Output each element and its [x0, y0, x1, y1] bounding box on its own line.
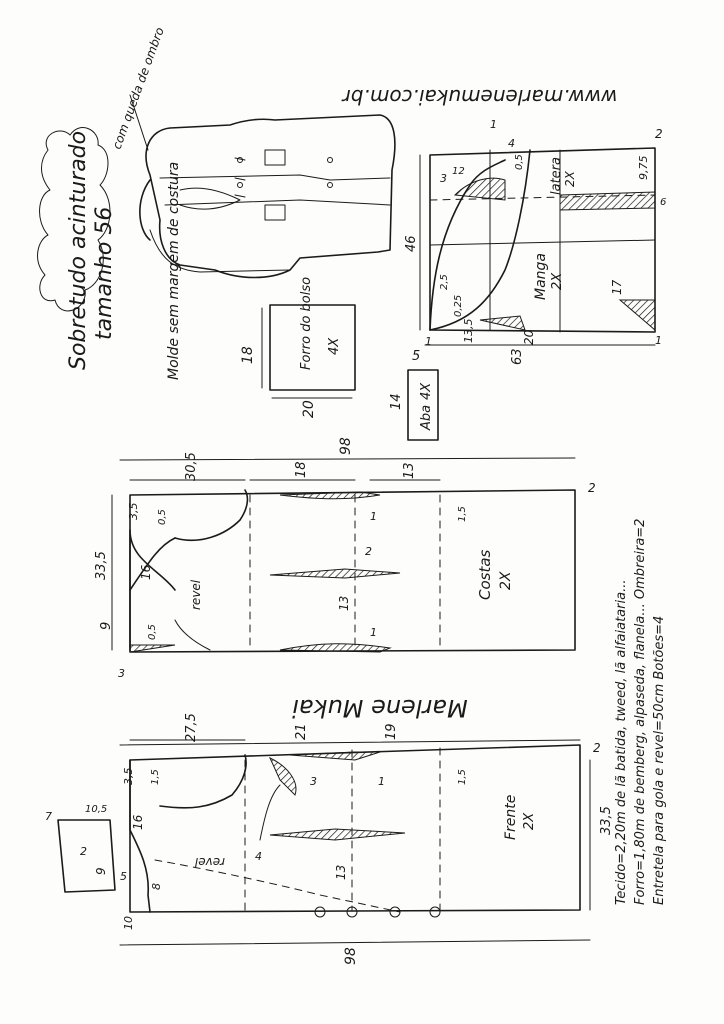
sleeve-c10: 1 [655, 334, 662, 347]
front-f7: 13 [334, 864, 348, 880]
back-piece [94, 437, 596, 680]
front-width: 98 [343, 947, 359, 965]
sleeve-c8: 2 [655, 127, 663, 141]
front-f8: 8 [150, 883, 163, 890]
materials-line2: Forro=1,80m de bemberg, alpaseda, flanela... Ombreira=2 [633, 518, 648, 905]
flap-piece [389, 349, 438, 440]
back-c: 1,5 [457, 506, 468, 522]
sleeve-c2: 0,25 [453, 294, 464, 317]
sleeve-c5: 12 [452, 166, 465, 177]
sleeve-top: 9,75 [637, 155, 650, 180]
back-revel: revel [189, 579, 203, 610]
front-lapel: 10 [122, 916, 135, 930]
front-f1: 1,5 [150, 769, 161, 785]
front-label: Frente [503, 794, 519, 840]
back-shoulder: 30,5 [184, 452, 199, 481]
pocket-lining-h: 18 [240, 346, 256, 364]
front-length: 33,5 [599, 806, 614, 835]
front-f2: 1,5 [457, 769, 468, 785]
front-qty: 2X [522, 812, 537, 830]
sleeve-c7: 0,5 [514, 154, 525, 170]
title-line1: Sobretudo acinturado [66, 130, 91, 370]
back-a2: 0,5 [147, 624, 158, 640]
pocket-lining-w: 20 [301, 400, 317, 418]
materials-line1: Tecido=2,20m de lã batida, tweed, lã alfaiataria... [614, 579, 629, 905]
sleeve-c3: 2,5 [439, 274, 450, 290]
sleeve-side-label: latera [549, 157, 564, 195]
sleeve-width: 46 [404, 235, 419, 252]
back-shoulder-slope: 16 [139, 564, 153, 580]
front-hip: 19 [384, 723, 399, 740]
back-neck: 9 [99, 621, 114, 630]
front-revel: revel [194, 855, 225, 869]
pocket-lining-qty: 4X [327, 337, 342, 355]
front-collar: 9 [94, 867, 108, 875]
materials-line3: Entretela para gola e revel=50cm Botões=4 [652, 615, 667, 905]
sleeve-qty: 2X [550, 272, 565, 290]
front-f4: 3 [310, 775, 317, 788]
sleeve-c4: 3 [440, 172, 447, 185]
signature [292, 694, 468, 722]
molde-note [166, 162, 182, 380]
svg-text:Marlene Mukai: Marlene Mukai [292, 694, 468, 722]
front-f6: 1 [378, 775, 385, 788]
front-piece [45, 713, 614, 965]
back-qty: 2X [498, 571, 514, 590]
flap-label: Aba [419, 404, 434, 430]
back-b2: 1 [370, 626, 377, 639]
sleeve-c11: 1 [425, 335, 432, 348]
shoulder-note: com queda de ombro [109, 25, 167, 152]
back-waist: 13 [337, 595, 351, 611]
front-side: 21 [294, 723, 309, 740]
pocket-lining-label: Forro do bolso [299, 276, 314, 370]
front-f3: 2 [593, 741, 601, 755]
front-shoulder-slope: 16 [131, 814, 145, 830]
back-e: 3 [118, 667, 125, 680]
back-d: 2 [588, 481, 596, 495]
back-label: Costas [476, 549, 494, 600]
front-f9: 5 [120, 870, 127, 883]
website-label: www.marlenemukai.com.br [342, 85, 618, 109]
back-armhole: 33,5 [94, 551, 109, 580]
front-shoulder: 27,5 [184, 713, 199, 742]
sleeve-c9: 1 [490, 118, 497, 131]
sleeve-length: 63 [510, 348, 525, 365]
sleeve-cap: 20 [522, 329, 536, 345]
back-neck-drop: 3,5 [127, 502, 140, 520]
front-f10: 2 [80, 845, 87, 858]
sleeve-c6: 4 [508, 137, 515, 150]
materials-block [614, 519, 667, 905]
front-neck-drop: 3,5 [122, 767, 135, 785]
back-a1: 0,5 [157, 509, 168, 525]
sleeve-lower: 17 [610, 279, 624, 295]
front-f11: 7 [45, 810, 52, 823]
pocket-lining-piece [240, 277, 355, 418]
back-side: 13 [402, 462, 417, 479]
flap-w: 14 [389, 393, 404, 410]
svg-text:Molde sem margem de costura: Molde sem margem de costura [166, 161, 182, 380]
sleeve-c12: 6 [660, 197, 667, 208]
sleeve-piece [404, 118, 666, 365]
title-block [38, 128, 117, 370]
flap-h: 5 [412, 349, 421, 364]
sleeve-label: Manga [533, 253, 549, 300]
back-width: 98 [338, 437, 354, 455]
coat-illustration [110, 25, 395, 277]
flap-qty: 4X [419, 382, 434, 400]
front-f12: 10,5 [85, 804, 108, 815]
sleeve-c1: 13,5 [462, 318, 475, 343]
front-f5: 4 [255, 850, 262, 863]
sleeve-side-qty: 2X [563, 171, 577, 187]
back-b1: 1 [370, 510, 377, 523]
back-hip: 18 [294, 461, 309, 478]
back-dart: 2 [365, 545, 372, 558]
title-line2: tamanho 56 [92, 206, 117, 340]
